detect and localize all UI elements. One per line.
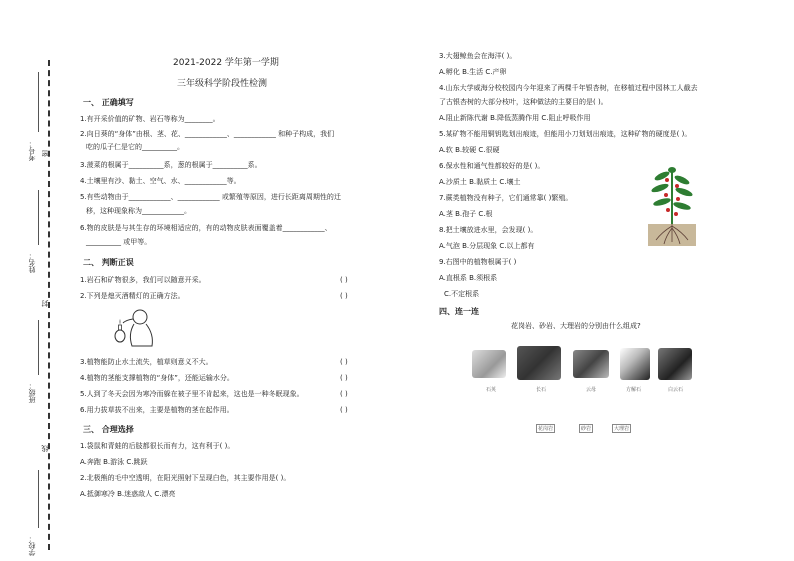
class-label: 班级： <box>28 382 36 403</box>
s2-q4-paren: ( ) <box>340 374 348 382</box>
rock-box-marble[interactable]: 大理岩 <box>614 426 630 432</box>
school-line <box>38 470 39 528</box>
mineral-label-1: 长石 <box>536 387 547 393</box>
name-label: 姓名： <box>28 252 36 273</box>
s2-q2: 2.下列是熄灭酒精灯的正确方法。 <box>80 292 185 300</box>
s3-q9-options-1: A.直根系 B.须根系 <box>439 274 498 282</box>
s2-q1: 1.岩石和矿物很多，我们可以随意开采。 <box>80 276 206 284</box>
s3-q4a: 4.山东大学威海分校校园内今年迎来了两棵千年银杏树，在移植过程中园林工人截去 <box>439 84 698 92</box>
s1-q6a: 6.物的皮肤是与其生存的环境相适应的，有的动物皮肤表面覆盖着____________、 <box>80 224 332 232</box>
s3-q6: 6.保水性和通气性都较好的是( )。 <box>439 162 545 170</box>
s2-q5: 5.人到了冬天会因为寒冷而躲在被子里不肯起来，这也是一种冬眠现象。 <box>80 390 304 398</box>
rock-image-mica <box>573 350 609 378</box>
s4-question: 花岗岩、砂岩、大理岩的分别由什么组成? <box>511 322 641 330</box>
section4-heading: 四、连一连 <box>439 307 479 316</box>
s3-q9: 9.右图中的植物根属于( ) <box>439 258 517 266</box>
s2-q6-paren: ( ) <box>340 406 348 414</box>
mineral-label-3: 方解石 <box>626 387 642 393</box>
rock-image-dolomite <box>658 348 692 380</box>
seat-line <box>38 72 39 132</box>
s3-q8-options: A.气泡 B.分层现象 C.以上都有 <box>439 242 535 250</box>
s3-q4-options: A.阻止新陈代谢 B.降低蒸腾作用 C.阻止呼吸作用 <box>439 114 591 122</box>
s3-q5-options: A.软 B.较硬 C.很硬 <box>439 146 500 154</box>
mineral-label-2: 云母 <box>586 387 597 393</box>
section2-heading: 二、 判断正误 <box>83 258 134 267</box>
s3-q7: 7.蕨类植物没有种子，它们通常靠( )繁殖。 <box>439 194 573 202</box>
s3-q5: 5.某矿物不能用铜钥匙划出痕迹，但能用小刀划划出痕迹，这种矿物的硬度是( )。 <box>439 130 692 138</box>
name-line <box>38 190 39 245</box>
s2-q2-paren: ( ) <box>340 292 348 300</box>
alcohol-lamp-illustration <box>108 306 158 350</box>
s3-q3: 3.大翅鲸鱼会在海洋( )。 <box>439 52 517 60</box>
s3-q2-options: A.抵御寒冷 B.迷惑敌人 C.漂亮 <box>80 490 176 498</box>
s2-q5-paren: ( ) <box>340 390 348 398</box>
mi-mark: 密 <box>41 150 49 157</box>
school-label: 学校： <box>28 535 36 556</box>
s3-q7-options: A.茎 B.孢子 C.根 <box>439 210 493 218</box>
s3-q3-options: A.孵化 B.生活 C.产卵 <box>439 68 507 76</box>
s1-q3: 3.菠菜的根属于__________系，葱的根属于__________系。 <box>80 161 262 169</box>
s3-q8: 8.把土壤放进水里，会发现( )。 <box>439 226 538 234</box>
s1-q5b: 移，这种现象称为____________。 <box>86 207 191 215</box>
s2-q4: 4.植物的茎能支撑植物的“身体”，还能运输水分。 <box>80 374 234 382</box>
rock-image-quartz <box>472 350 506 378</box>
seat-label: 考号： <box>28 140 36 161</box>
feng-mark: 封 <box>41 300 49 307</box>
s3-q4b: 了古银杏树的大部分枝叶，这种做法的主要目的是( )。 <box>439 98 608 106</box>
rock-box-sandstone[interactable]: 砂岩 <box>581 426 592 432</box>
s3-q1: 1.袋鼠和青蛙的后肢都很长而有力，这有利于( )。 <box>80 442 235 450</box>
s1-q2a: 2.向日葵的“身体”由根、茎、花、____________、____________ 和种子构成，我们 <box>80 130 335 138</box>
mineral-label-0: 石英 <box>486 387 497 393</box>
s1-q5a: 5.有些动物由于____________、____________ 或繁殖等原因，进行长距离周期性的迁 <box>80 193 341 201</box>
exam-title: 三年级科学阶段性检测 <box>177 79 268 89</box>
s2-q3-paren: ( ) <box>340 358 348 366</box>
s1-q6b: __________ 或甲等。 <box>86 238 152 246</box>
s3-q6-options: A.沙质土 B.黏质土 C.壤土 <box>439 178 521 186</box>
s3-q9-options-2: C.不定根系 <box>444 290 480 298</box>
xian-mark: 线 <box>41 445 49 452</box>
s2-q3: 3.植物能防止水土流失，植草则意义不大。 <box>80 358 213 366</box>
s2-q1-paren: ( ) <box>340 276 348 284</box>
s2-q6: 6.用力拔草拔不出来，主要是植物的茎在起作用。 <box>80 406 234 414</box>
year-title: 2021-2022 学年第一学期 <box>173 58 279 68</box>
rock-box-granite[interactable]: 花岗岩 <box>538 426 554 432</box>
rock-image-feldspar <box>517 346 561 380</box>
s3-q2: 2.北极熊的毛中空透明，在阳光照射下呈现白色，其主要作用是( )。 <box>80 474 291 482</box>
s3-q1-options: A.奔跑 B.游泳 C.跳跃 <box>80 458 148 466</box>
section3-heading: 三、 合理选择 <box>83 425 134 434</box>
rock-image-calcite <box>620 348 650 380</box>
class-line <box>38 320 39 375</box>
s1-q2b: 吃的瓜子仁是它的__________。 <box>86 143 184 151</box>
s1-q4: 4.土壤里有沙、黏土、空气、水、____________等。 <box>80 177 241 185</box>
section1-heading: 一、 正确填写 <box>83 98 134 107</box>
s1-q1: 1.有开采价值的矿物、岩石等称为________。 <box>80 115 220 123</box>
mineral-label-4: 白云石 <box>668 387 684 393</box>
plant-root-illustration <box>648 162 696 246</box>
